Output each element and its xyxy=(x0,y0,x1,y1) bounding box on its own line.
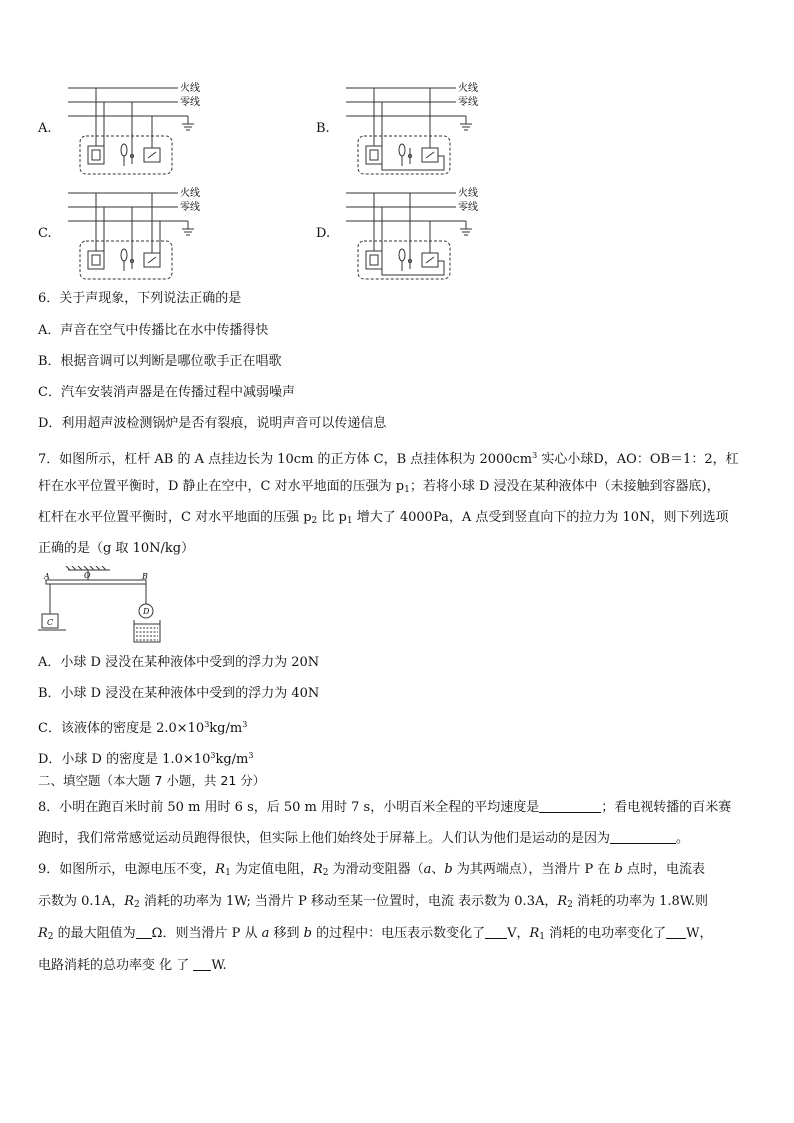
circuit-diagram-a xyxy=(60,74,220,180)
live-wire-label: 火线 xyxy=(180,83,200,94)
q6-option-c: C．汽车安装消声器是在传播过程中减弱噪声 xyxy=(38,385,295,400)
q7-line-1: 7．如图所示，杠杆 AB 的 A 点挂边长为 10cm 的正方体 C，B 点挂体积为 $2000cm^3$ 实心小球D，AO：OB＝1：2，杠 xyxy=(38,451,739,467)
q7-option-d: D．小球 D 的密度是 $1.0\times 10^3kg/m^3$ xyxy=(38,751,254,767)
live-wire-label: 火线 xyxy=(458,188,478,199)
q9-line-1: 9．如图所示，电源电压不变，$R_1$ 为定值电阻，$R_2$ 为滑动变阻器（a、b 为其两端点），当滑片 P 在 b 点时，电流表 xyxy=(38,862,705,878)
svg-text:A: A xyxy=(44,572,50,581)
q7-option-c: C．该液体的密度是 $2.0\times 10^3kg/m^3$ xyxy=(38,720,248,736)
answer-blank[interactable] xyxy=(539,800,601,813)
svg-text:B: B xyxy=(142,572,148,581)
q8-line-1: 8．小明在跑百米时前 50 m 用时 6 s，后 50 m 用时 7 s，小明百米全程的平均速度是 ；看电视转播的百米赛 xyxy=(38,800,732,815)
q6-option-a: A．声音在空气中传播比在水中传播得快 xyxy=(38,323,269,338)
q7-option-b: B．小球 D 浸没在某种液体中受到的浮力为 40N xyxy=(38,686,320,701)
option-letter-d: D. xyxy=(316,226,331,241)
q7-line-3: 杠杆在水平位置平衡时，C 对水平地面的压强 $p_2$ 比 $p_1$ 增大了 4000Pa，A 点受到竖直向下的拉力为 10N，则下列选项 xyxy=(38,510,729,526)
q7-line-2: 杆在水平位置平衡时，D 静止在空中，C 对水平地面的压强为 $p_1$；若将小球 D 浸没在某种液体中（未接触到容器底)， xyxy=(38,479,720,495)
q6-stem: 6．关于声现象，下列说法正确的是 xyxy=(38,291,242,306)
circuit-diagram-b xyxy=(338,74,498,180)
neutral-wire-label: 零线 xyxy=(458,202,478,213)
neutral-wire-label: 零线 xyxy=(180,97,200,108)
circuit-diagram-c xyxy=(60,179,220,285)
circuit-diagram-d xyxy=(338,179,498,285)
option-letter-b: B. xyxy=(316,121,330,136)
lever-diagram xyxy=(36,566,176,646)
q9-line-2: 示数为 0.1A，$R_2$ 消耗的功率为 1W; 当滑片 P 移动至某一位置时，电流 表示数为 0.3A，$R_2$ 消耗的功率为 1.8W.则 xyxy=(38,894,709,910)
q9-line-3: $R_2$ 的最大阻值为 Ω．则当滑片 P 从 a 移到 b 的过程中：电压表示数变化了 V，$R_1$ 消耗的电功率变化了 W， xyxy=(38,926,713,942)
section-heading: 二、填空题（本大题 7 小题，共 21 分） xyxy=(38,773,266,788)
q7-line-4: 正确的是（g 取 10N/kg） xyxy=(38,541,195,556)
svg-text:D: D xyxy=(143,607,150,616)
option-letter-c: C. xyxy=(38,226,52,241)
answer-blank[interactable] xyxy=(610,831,676,844)
answer-blank[interactable] xyxy=(136,926,152,939)
neutral-wire-label: 零线 xyxy=(458,97,478,108)
answer-blank[interactable] xyxy=(666,926,686,939)
svg-text:O: O xyxy=(84,571,91,580)
q6-option-b: B．根据音调可以判断是哪位歌手正在唱歌 xyxy=(38,354,282,369)
option-letter-a: A. xyxy=(38,121,52,136)
answer-blank[interactable] xyxy=(193,958,211,971)
q8-line-2: 跑时，我们常常感觉运动员跑得很快，但实际上他们始终处于屏幕上。人们认为他们是运动的是因为 。 xyxy=(38,831,690,846)
q7-option-a: A．小球 D 浸没在某种液体中受到的浮力为 20N xyxy=(38,655,320,670)
answer-blank[interactable] xyxy=(485,926,507,939)
svg-text:C: C xyxy=(47,618,54,627)
live-wire-label: 火线 xyxy=(180,188,200,199)
live-wire-label: 火线 xyxy=(458,83,478,94)
q6-option-d: D．利用超声波检测锅炉是否有裂痕，说明声音可以传递信息 xyxy=(38,416,387,431)
neutral-wire-label: 零线 xyxy=(180,202,200,213)
q9-line-4: 电路消耗的总功率变 化 了 W. xyxy=(38,958,227,973)
